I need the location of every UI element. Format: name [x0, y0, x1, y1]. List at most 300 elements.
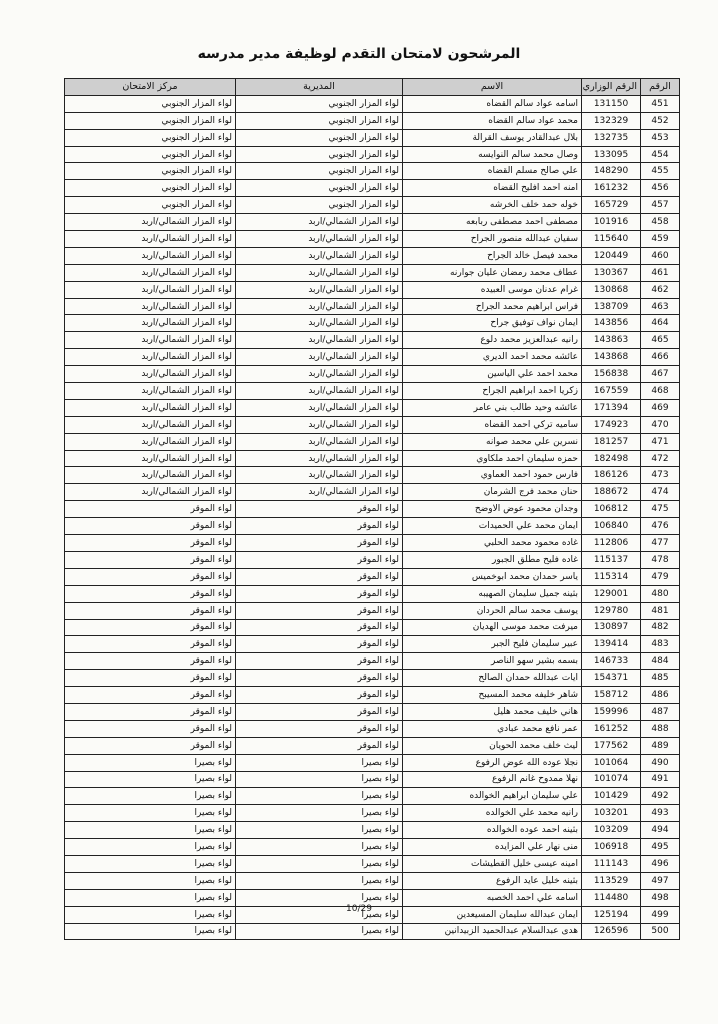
cell-directorate: لواء الموقر — [236, 737, 403, 754]
cell-name: وجدان محمود عوض الاوضح — [403, 501, 582, 518]
cell-name: ياسر حمدان محمد ابوخميس — [403, 568, 582, 585]
cell-name: منى نهار علي المزايده — [403, 839, 582, 856]
cell-national-id: 143863 — [582, 332, 641, 349]
cell-center: لواء الموقر — [65, 619, 236, 636]
cell-num: 462 — [641, 281, 680, 298]
cell-name: علي سليمان ابراهيم الخوالده — [403, 788, 582, 805]
cell-num: 465 — [641, 332, 680, 349]
cell-name: عائشه وحيد طالب بني عامر — [403, 399, 582, 416]
cell-national-id: 111143 — [582, 855, 641, 872]
table-row — [65, 180, 680, 197]
cell-national-id: 129001 — [582, 585, 641, 602]
cell-num: 459 — [641, 231, 680, 248]
cell-center: لواء الموقر — [65, 551, 236, 568]
cell-national-id: 154371 — [582, 670, 641, 687]
cell-national-id: 113529 — [582, 872, 641, 889]
table-row — [65, 349, 680, 366]
table-row — [65, 568, 680, 585]
cell-directorate: لواء المزار الشمالي/اربد — [236, 214, 403, 231]
cell-national-id: 167559 — [582, 383, 641, 400]
cell-name: حنان محمد فرج الشرمان — [403, 484, 582, 501]
cell-national-id: 148290 — [582, 163, 641, 180]
cell-directorate: لواء المزار الشمالي/اربد — [236, 247, 403, 264]
cell-directorate: لواء الموقر — [236, 568, 403, 585]
cell-center: لواء بصيرا — [65, 805, 236, 822]
table-row — [65, 416, 680, 433]
cell-name: محمد احمد علي الياسين — [403, 366, 582, 383]
cell-num: 452 — [641, 112, 680, 129]
cell-name: اسامه عواد سالم القضاه — [403, 95, 582, 112]
cell-name: محمد عواد سالم القضاه — [403, 112, 582, 129]
cell-directorate: لواء المزار الشمالي/اربد — [236, 332, 403, 349]
table-row — [65, 383, 680, 400]
cell-national-id: 143868 — [582, 349, 641, 366]
cell-name: عمر نافع محمد عبادي — [403, 720, 582, 737]
cell-directorate: لواء الموقر — [236, 619, 403, 636]
cell-center: لواء المزار الشمالي/اربد — [65, 467, 236, 484]
cell-num: 475 — [641, 501, 680, 518]
cell-national-id: 129780 — [582, 602, 641, 619]
table-row — [65, 653, 680, 670]
table-body — [65, 95, 680, 940]
header-num: الرقم — [641, 79, 680, 96]
cell-directorate: لواء المزار الشمالي/اربد — [236, 416, 403, 433]
cell-national-id: 161232 — [582, 180, 641, 197]
cell-center: لواء الموقر — [65, 501, 236, 518]
cell-center: لواء المزار الشمالي/اربد — [65, 484, 236, 501]
cell-center: لواء بصيرا — [65, 855, 236, 872]
cell-num: 494 — [641, 822, 680, 839]
cell-national-id: 131150 — [582, 95, 641, 112]
cell-center: لواء بصيرا — [65, 788, 236, 805]
cell-center: لواء بصيرا — [65, 771, 236, 788]
cell-name: نجلا عوده الله عوض الرفوع — [403, 754, 582, 771]
cell-center: لواء المزار الجنوبي — [65, 129, 236, 146]
cell-directorate: لواء الموقر — [236, 535, 403, 552]
cell-national-id: 101429 — [582, 788, 641, 805]
cell-name: غاده محمود محمد الحلبي — [403, 535, 582, 552]
cell-center: لواء الموقر — [65, 568, 236, 585]
cell-directorate: لواء المزار الشمالي/اربد — [236, 399, 403, 416]
cell-national-id: 158712 — [582, 687, 641, 704]
cell-center: لواء المزار الشمالي/اربد — [65, 264, 236, 281]
cell-num: 474 — [641, 484, 680, 501]
cell-name: مصطفى احمد مصطفى ربابعه — [403, 214, 582, 231]
cell-center: لواء الموقر — [65, 737, 236, 754]
cell-national-id: 115137 — [582, 551, 641, 568]
cell-center: لواء بصيرا — [65, 906, 236, 923]
cell-num: 467 — [641, 366, 680, 383]
cell-name: سفيان عبدالله منصور الجراح — [403, 231, 582, 248]
cell-national-id: 120449 — [582, 247, 641, 264]
cell-name: بثينه خليل عايد الرفوع — [403, 872, 582, 889]
cell-national-id: 101064 — [582, 754, 641, 771]
cell-national-id: 115314 — [582, 568, 641, 585]
table-row — [65, 484, 680, 501]
cell-directorate: لواء المزار الشمالي/اربد — [236, 315, 403, 332]
cell-center: لواء بصيرا — [65, 872, 236, 889]
cell-num: 451 — [641, 95, 680, 112]
table-row — [65, 839, 680, 856]
cell-name: نسرين علي محمد صوانه — [403, 433, 582, 450]
cell-name: بسمه بشير سهو الناصر — [403, 653, 582, 670]
table-row — [65, 366, 680, 383]
cell-center: لواء الموقر — [65, 636, 236, 653]
cell-center: لواء المزار الشمالي/اربد — [65, 247, 236, 264]
cell-directorate: لواء المزار الجنوبي — [236, 129, 403, 146]
cell-national-id: 115640 — [582, 231, 641, 248]
cell-directorate: لواء بصيرا — [236, 923, 403, 940]
cell-name: ايات عبدالله حمدان الصالح — [403, 670, 582, 687]
cell-num: 454 — [641, 146, 680, 163]
table-row — [65, 315, 680, 332]
cell-name: عطاف محمد رمضان عليان جوارنه — [403, 264, 582, 281]
cell-name: غرام عدنان موسى العبيده — [403, 281, 582, 298]
cell-center: لواء بصيرا — [65, 754, 236, 771]
cell-national-id: 186126 — [582, 467, 641, 484]
table-row — [65, 399, 680, 416]
cell-num: 477 — [641, 535, 680, 552]
cell-name: امينه عيسى خليل القطيشات — [403, 855, 582, 872]
cell-name: زكريا احمد ابراهيم الجراح — [403, 383, 582, 400]
cell-national-id: 181257 — [582, 433, 641, 450]
cell-center: لواء الموقر — [65, 720, 236, 737]
cell-center: لواء المزار الشمالي/اربد — [65, 281, 236, 298]
cell-national-id: 114480 — [582, 889, 641, 906]
cell-national-id: 101074 — [582, 771, 641, 788]
cell-num: 472 — [641, 450, 680, 467]
cell-center: لواء بصيرا — [65, 923, 236, 940]
cell-name: ليث خلف محمد الحويان — [403, 737, 582, 754]
cell-num: 493 — [641, 805, 680, 822]
table-row — [65, 636, 680, 653]
cell-center: لواء بصيرا — [65, 889, 236, 906]
cell-center: لواء الموقر — [65, 670, 236, 687]
cell-directorate: لواء المزار الجنوبي — [236, 146, 403, 163]
cell-directorate: لواء الموقر — [236, 653, 403, 670]
cell-center: لواء المزار الشمالي/اربد — [65, 231, 236, 248]
cell-center: لواء الموقر — [65, 518, 236, 535]
cell-num: 458 — [641, 214, 680, 231]
cell-num: 476 — [641, 518, 680, 535]
cell-name: علي صالح مسلم القضاه — [403, 163, 582, 180]
cell-name: ميرفت محمد موسى الهديان — [403, 619, 582, 636]
cell-center: لواء بصيرا — [65, 822, 236, 839]
table-row — [65, 602, 680, 619]
cell-national-id: 132735 — [582, 129, 641, 146]
cell-num: 491 — [641, 771, 680, 788]
cell-national-id: 133095 — [582, 146, 641, 163]
cell-num: 478 — [641, 551, 680, 568]
cell-center: لواء المزار الشمالي/اربد — [65, 383, 236, 400]
cell-center: لواء المزار الجنوبي — [65, 146, 236, 163]
cell-national-id: 101916 — [582, 214, 641, 231]
cell-num: 457 — [641, 197, 680, 214]
cell-national-id: 146733 — [582, 653, 641, 670]
cell-center: لواء الموقر — [65, 687, 236, 704]
cell-name: غاده فليح مطلق الجبور — [403, 551, 582, 568]
cell-name: نهلا ممدوح غانم الرفوع — [403, 771, 582, 788]
cell-national-id: 130367 — [582, 264, 641, 281]
cell-name: بثينه جميل سليمان الصهيبه — [403, 585, 582, 602]
table-row — [65, 467, 680, 484]
cell-national-id: 188672 — [582, 484, 641, 501]
cell-num: 490 — [641, 754, 680, 771]
cell-num: 485 — [641, 670, 680, 687]
cell-directorate: لواء المزار الشمالي/اربد — [236, 450, 403, 467]
cell-directorate: لواء المزار الشمالي/اربد — [236, 231, 403, 248]
cell-national-id: 165729 — [582, 197, 641, 214]
table-row — [65, 923, 680, 940]
cell-directorate: لواء بصيرا — [236, 855, 403, 872]
table-row — [65, 433, 680, 450]
cell-national-id: 103201 — [582, 805, 641, 822]
cell-num: 479 — [641, 568, 680, 585]
table-row — [65, 264, 680, 281]
cell-center: لواء المزار الجنوبي — [65, 197, 236, 214]
cell-name: شاهر خليفه محمد المسيبح — [403, 687, 582, 704]
cell-directorate: لواء المزار الشمالي/اربد — [236, 281, 403, 298]
cell-num: 453 — [641, 129, 680, 146]
cell-directorate: لواء الموقر — [236, 670, 403, 687]
cell-national-id: 139414 — [582, 636, 641, 653]
cell-center: لواء المزار الجنوبي — [65, 180, 236, 197]
cell-directorate: لواء المزار الشمالي/اربد — [236, 467, 403, 484]
cell-num: 496 — [641, 855, 680, 872]
cell-num: 471 — [641, 433, 680, 450]
table-row — [65, 551, 680, 568]
cell-center: لواء المزار الشمالي/اربد — [65, 349, 236, 366]
cell-national-id: 138709 — [582, 298, 641, 315]
cell-center: لواء بصيرا — [65, 839, 236, 856]
cell-national-id: 125194 — [582, 906, 641, 923]
cell-directorate: لواء الموقر — [236, 518, 403, 535]
cell-center: لواء المزار الجنوبي — [65, 163, 236, 180]
cell-directorate: لواء المزار الجنوبي — [236, 95, 403, 112]
cell-directorate: لواء المزار الشمالي/اربد — [236, 433, 403, 450]
cell-name: بلال عبدالقادر يوسف القرالة — [403, 129, 582, 146]
cell-directorate: لواء المزار الشمالي/اربد — [236, 484, 403, 501]
cell-num: 484 — [641, 653, 680, 670]
header-center: مركز الامتحان — [65, 79, 236, 96]
cell-center: لواء الموقر — [65, 602, 236, 619]
cell-directorate: لواء المزار الشمالي/اربد — [236, 383, 403, 400]
cell-directorate: لواء بصيرا — [236, 754, 403, 771]
cell-directorate: لواء المزار الشمالي/اربد — [236, 349, 403, 366]
table-header-row — [65, 79, 680, 96]
table-row — [65, 788, 680, 805]
cell-num: 480 — [641, 585, 680, 602]
cell-num: 500 — [641, 923, 680, 940]
cell-name: رانيه محمد علي الخوالده — [403, 805, 582, 822]
table-row — [65, 822, 680, 839]
cell-national-id: 177562 — [582, 737, 641, 754]
table-row — [65, 281, 680, 298]
cell-num: 498 — [641, 889, 680, 906]
cell-directorate: لواء الموقر — [236, 720, 403, 737]
cell-name: خوله حمد خلف الخرشه — [403, 197, 582, 214]
cell-center: لواء المزار الجنوبي — [65, 95, 236, 112]
cell-name: امنه احمد افليح القضاه — [403, 180, 582, 197]
cell-name: عائشه محمد احمد الديري — [403, 349, 582, 366]
cell-name: وصال محمد سالم النوايسه — [403, 146, 582, 163]
cell-num: 463 — [641, 298, 680, 315]
cell-directorate: لواء المزار الجنوبي — [236, 180, 403, 197]
table-row — [65, 518, 680, 535]
table-row — [65, 687, 680, 704]
cell-name: ساميه تركي احمد القضاه — [403, 416, 582, 433]
cell-directorate: لواء بصيرا — [236, 839, 403, 856]
cell-num: 473 — [641, 467, 680, 484]
cell-num: 468 — [641, 383, 680, 400]
cell-num: 487 — [641, 703, 680, 720]
table-row — [65, 535, 680, 552]
candidates-table — [64, 78, 680, 940]
cell-name: ايمان نواف توفيق جراح — [403, 315, 582, 332]
page-number: 10/29 — [346, 904, 372, 914]
cell-num: 456 — [641, 180, 680, 197]
cell-directorate: لواء المزار الجنوبي — [236, 197, 403, 214]
cell-national-id: 182498 — [582, 450, 641, 467]
table-row — [65, 450, 680, 467]
cell-directorate: لواء بصيرا — [236, 771, 403, 788]
table-row — [65, 703, 680, 720]
cell-center: لواء المزار الشمالي/اربد — [65, 214, 236, 231]
page-title: المرشحون لامتحان التقدم لوظيفة مدير مدرسه — [197, 46, 521, 62]
table-row — [65, 129, 680, 146]
cell-national-id: 171394 — [582, 399, 641, 416]
cell-national-id: 106918 — [582, 839, 641, 856]
cell-directorate: لواء الموقر — [236, 501, 403, 518]
cell-directorate: لواء بصيرا — [236, 822, 403, 839]
cell-center: لواء المزار الشمالي/اربد — [65, 315, 236, 332]
table-row — [65, 197, 680, 214]
cell-num: 481 — [641, 602, 680, 619]
cell-center: لواء الموقر — [65, 703, 236, 720]
cell-directorate: لواء بصيرا — [236, 889, 403, 906]
cell-directorate: لواء الموقر — [236, 636, 403, 653]
table-row — [65, 670, 680, 687]
table-row — [65, 231, 680, 248]
cell-center: لواء الموقر — [65, 653, 236, 670]
table-row — [65, 619, 680, 636]
cell-directorate: لواء الموقر — [236, 585, 403, 602]
cell-center: لواء المزار الشمالي/اربد — [65, 298, 236, 315]
cell-directorate: لواء الموقر — [236, 602, 403, 619]
cell-name: ايمان عبدالله سليمان المسيعدين — [403, 906, 582, 923]
cell-num: 469 — [641, 399, 680, 416]
cell-directorate: لواء الموقر — [236, 551, 403, 568]
cell-national-id: 159996 — [582, 703, 641, 720]
cell-national-id: 132329 — [582, 112, 641, 129]
cell-name: فارس حمود احمد العماوي — [403, 467, 582, 484]
cell-directorate: لواء المزار الجنوبي — [236, 163, 403, 180]
table-row — [65, 163, 680, 180]
cell-num: 455 — [641, 163, 680, 180]
cell-national-id: 106840 — [582, 518, 641, 535]
table-row — [65, 112, 680, 129]
table-row — [65, 501, 680, 518]
table-row — [65, 771, 680, 788]
cell-num: 486 — [641, 687, 680, 704]
cell-national-id: 103209 — [582, 822, 641, 839]
cell-name: فراس ابراهيم محمد الجراح — [403, 298, 582, 315]
cell-national-id: 126596 — [582, 923, 641, 940]
cell-name: محمد فيصل خالد الجراح — [403, 247, 582, 264]
cell-directorate: لواء بصيرا — [236, 872, 403, 889]
cell-name: بثينه احمد عوده الخوالده — [403, 822, 582, 839]
cell-name: حمزه سليمان احمد ملكاوي — [403, 450, 582, 467]
cell-name: يوسف محمد سالم الحردان — [403, 602, 582, 619]
table-row — [65, 298, 680, 315]
header-name: الاسم — [403, 79, 582, 96]
table-row — [65, 754, 680, 771]
cell-directorate: لواء بصيرا — [236, 906, 403, 923]
cell-center: لواء المزار الشمالي/اربد — [65, 433, 236, 450]
header-directorate: المديرية — [236, 79, 403, 96]
table-row — [65, 95, 680, 112]
cell-directorate: لواء بصيرا — [236, 805, 403, 822]
cell-center: لواء المزار الشمالي/اربد — [65, 450, 236, 467]
cell-national-id: 143856 — [582, 315, 641, 332]
cell-center: لواء المزار الشمالي/اربد — [65, 366, 236, 383]
cell-national-id: 112806 — [582, 535, 641, 552]
cell-national-id: 130868 — [582, 281, 641, 298]
header-national-id: الرقم الوزاري — [582, 79, 641, 96]
table-row — [65, 585, 680, 602]
cell-num: 495 — [641, 839, 680, 856]
table-row — [65, 146, 680, 163]
cell-num: 466 — [641, 349, 680, 366]
cell-num: 492 — [641, 788, 680, 805]
cell-center: لواء المزار الشمالي/اربد — [65, 416, 236, 433]
cell-directorate: لواء المزار الجنوبي — [236, 112, 403, 129]
cell-directorate: لواء المزار الشمالي/اربد — [236, 366, 403, 383]
cell-directorate: لواء المزار الشمالي/اربد — [236, 298, 403, 315]
cell-num: 489 — [641, 737, 680, 754]
cell-center: لواء المزار الجنوبي — [65, 112, 236, 129]
cell-directorate: لواء بصيرا — [236, 788, 403, 805]
table-row — [65, 247, 680, 264]
cell-directorate: لواء الموقر — [236, 687, 403, 704]
cell-national-id: 156838 — [582, 366, 641, 383]
table-row — [65, 214, 680, 231]
cell-center: لواء الموقر — [65, 585, 236, 602]
cell-directorate: لواء الموقر — [236, 703, 403, 720]
cell-name: رانيه عبدالعزيز محمد دلوع — [403, 332, 582, 349]
table-row — [65, 720, 680, 737]
cell-national-id: 130897 — [582, 619, 641, 636]
cell-num: 483 — [641, 636, 680, 653]
cell-name: عبير سليمان فليح الجبر — [403, 636, 582, 653]
cell-directorate: لواء المزار الشمالي/اربد — [236, 264, 403, 281]
cell-num: 460 — [641, 247, 680, 264]
cell-num: 499 — [641, 906, 680, 923]
cell-center: لواء الموقر — [65, 535, 236, 552]
table-row — [65, 737, 680, 754]
cell-name: هدى عبدالسلام عبدالحميد الزبيدانين — [403, 923, 582, 940]
cell-national-id: 161252 — [582, 720, 641, 737]
cell-num: 461 — [641, 264, 680, 281]
cell-num: 488 — [641, 720, 680, 737]
cell-name: اسامه علي احمد الخصبه — [403, 889, 582, 906]
table-row — [65, 805, 680, 822]
cell-num: 482 — [641, 619, 680, 636]
cell-num: 464 — [641, 315, 680, 332]
cell-national-id: 174923 — [582, 416, 641, 433]
table-row — [65, 855, 680, 872]
cell-national-id: 106812 — [582, 501, 641, 518]
